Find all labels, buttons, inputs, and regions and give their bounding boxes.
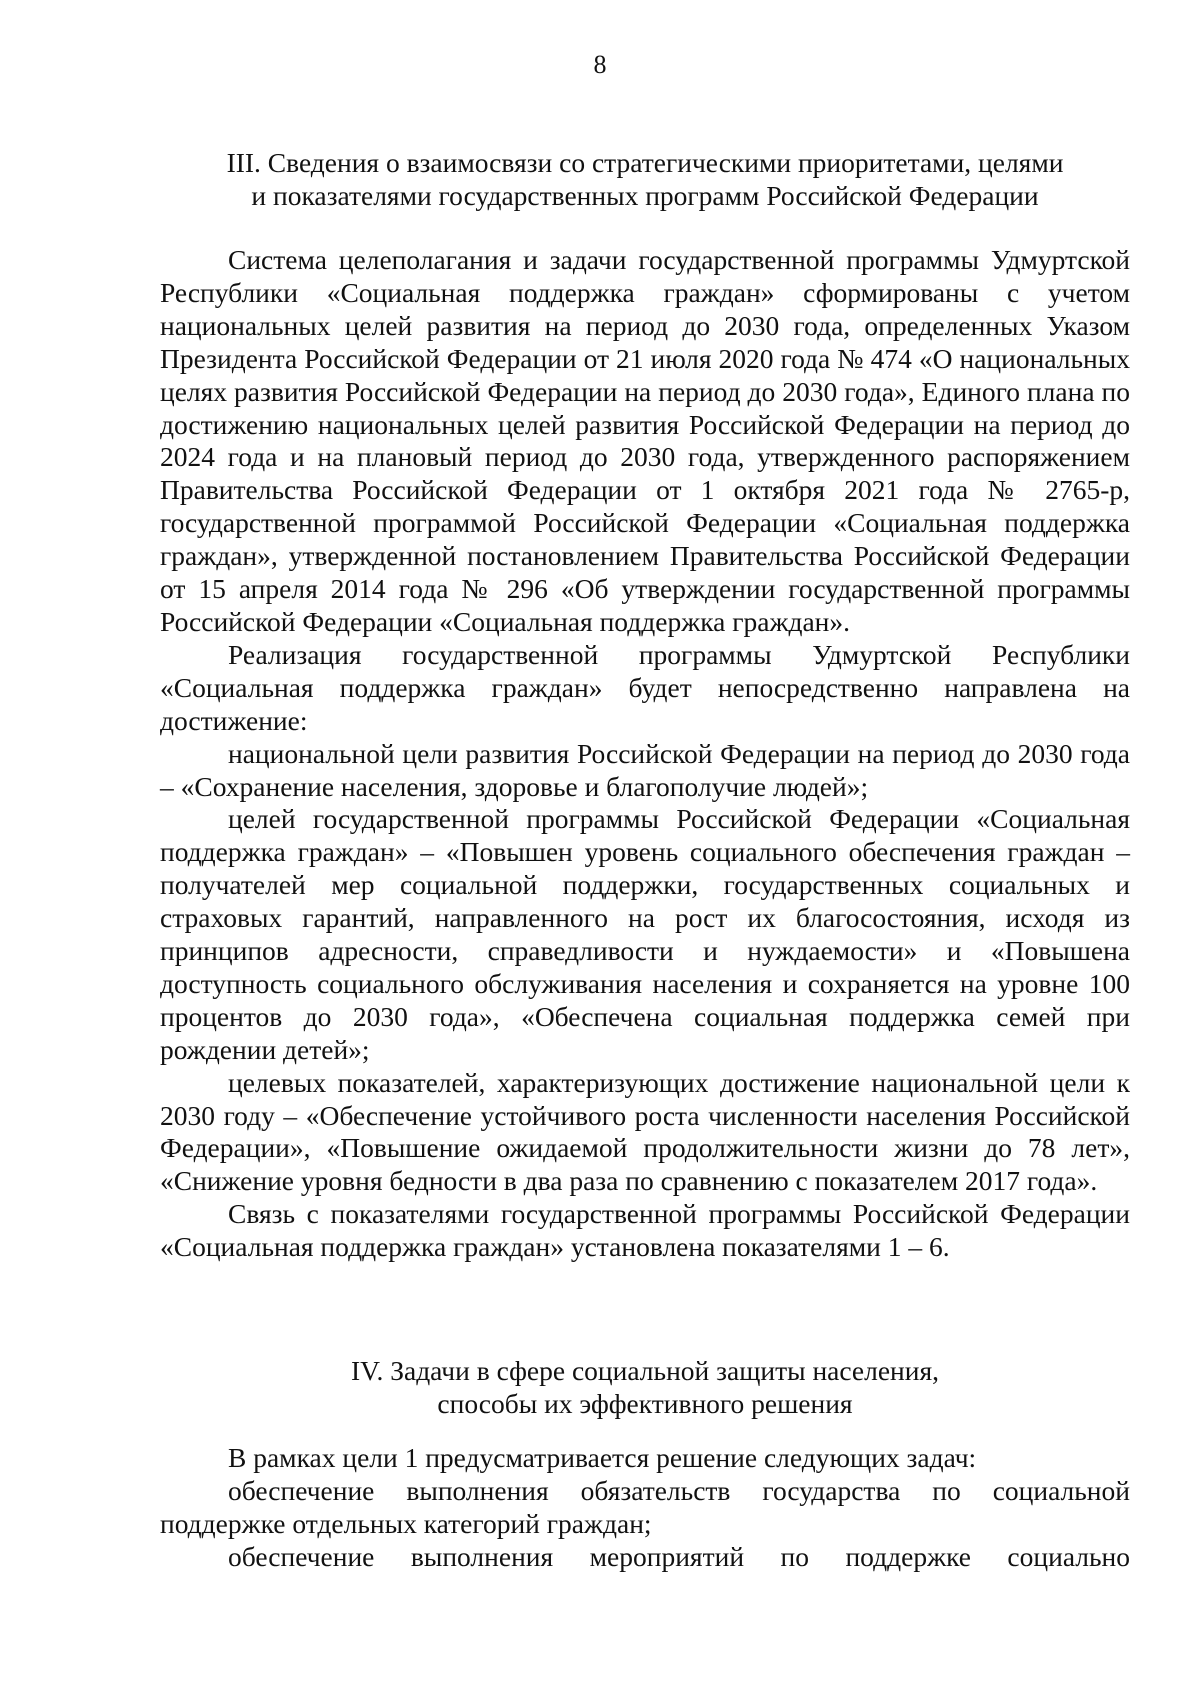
paragraph: целей государственной программы Российской Федерации «Социальная поддержка граждан» – «Повышен уровень социального обеспечения граждан – получателей мер социальной поддержки, государственных социальных и страховых гарантий, направленного на рост их благосостояния, исходя из принципов адресности, справедливости и нуждаемости» и «Повышена доступность социального обслуживания населения и сохраняется на уровне 100 процентов до 2030 года», «Обеспечена социальная поддержка семей при рождении детей»; <box>160 803 1130 1065</box>
section-3-body <box>160 244 1130 1264</box>
paragraph: обеспечение выполнения обязательств государства по социальной поддержке отдельных категорий граждан; <box>160 1474 1130 1539</box>
page-number: 8 <box>593 50 607 79</box>
section-4-heading <box>160 1354 1130 1420</box>
paragraph: национальной цели развития Российской Федерации на период до 2030 года – «Сохранение населения, здоровье и благополучие людей»; <box>160 737 1130 802</box>
paragraph: обеспечение выполнения мероприятий по поддержке социально <box>228 1540 1130 1572</box>
section-3-heading-line-2: и показателями государственных программ Российской Федерации <box>251 180 1039 211</box>
paragraph: Реализация государственной программы Удмуртской Республики «Социальная поддержка граждан» будет непосредственно направлена на достижение: <box>160 638 1130 736</box>
paragraph: целевых показателей, характеризующих достижение национальной цели к 2030 году – «Обеспечение устойчивого роста численности населения Российской Федерации», «Повышение ожидаемой продолжительности жизни до 78 лет», «Снижение уровня бедности в два раза по сравнению с показателем 2017 года». <box>160 1066 1130 1197</box>
paragraph: Система целеполагания и задачи государственной программы Удмуртской Республики «Социальная поддержка граждан» сформированы с учетом национальных целей развития на период до 2030 года, определенных Указом Президента Российской Федерации от 21 июля 2020 года № 474 «О национальных целях развития Российской Федерации на период до 2030 года», Единого плана по достижению национальных целей развития Российской Федерации на период до 2024 года и на плановый период до 2030 года, утвержденного распоряжением Правительства Российской Федерации от 1 октября 2021 года № 2765-р, государственной программой Российской Федерации «Социальная поддержка граждан», утвержденной постановлением Правительства Российской Федерации от 15 апреля 2014 года № 296 «Об утверждении государственной программы Российской Федерации «Социальная поддержка граждан». <box>160 244 1130 637</box>
section-4-body <box>160 1442 1130 1574</box>
section-4-heading-line-2: способы их эффективного решения <box>437 1388 853 1419</box>
paragraph: Связь с показателями государственной программы Российской Федерации «Социальная поддержка граждан» установлена показателями 1 – 6. <box>160 1198 1130 1263</box>
paragraph: В рамках цели 1 предусматривается решение следующих задач: <box>228 1442 977 1473</box>
section-3-heading <box>160 146 1130 212</box>
section-4-heading-line-1: IV. Задачи в сфере социальной защиты населения, <box>350 1355 940 1386</box>
section-3-heading-line-1: III. Сведения о взаимосвязи со стратегическими приоритетами, целями <box>226 147 1064 178</box>
